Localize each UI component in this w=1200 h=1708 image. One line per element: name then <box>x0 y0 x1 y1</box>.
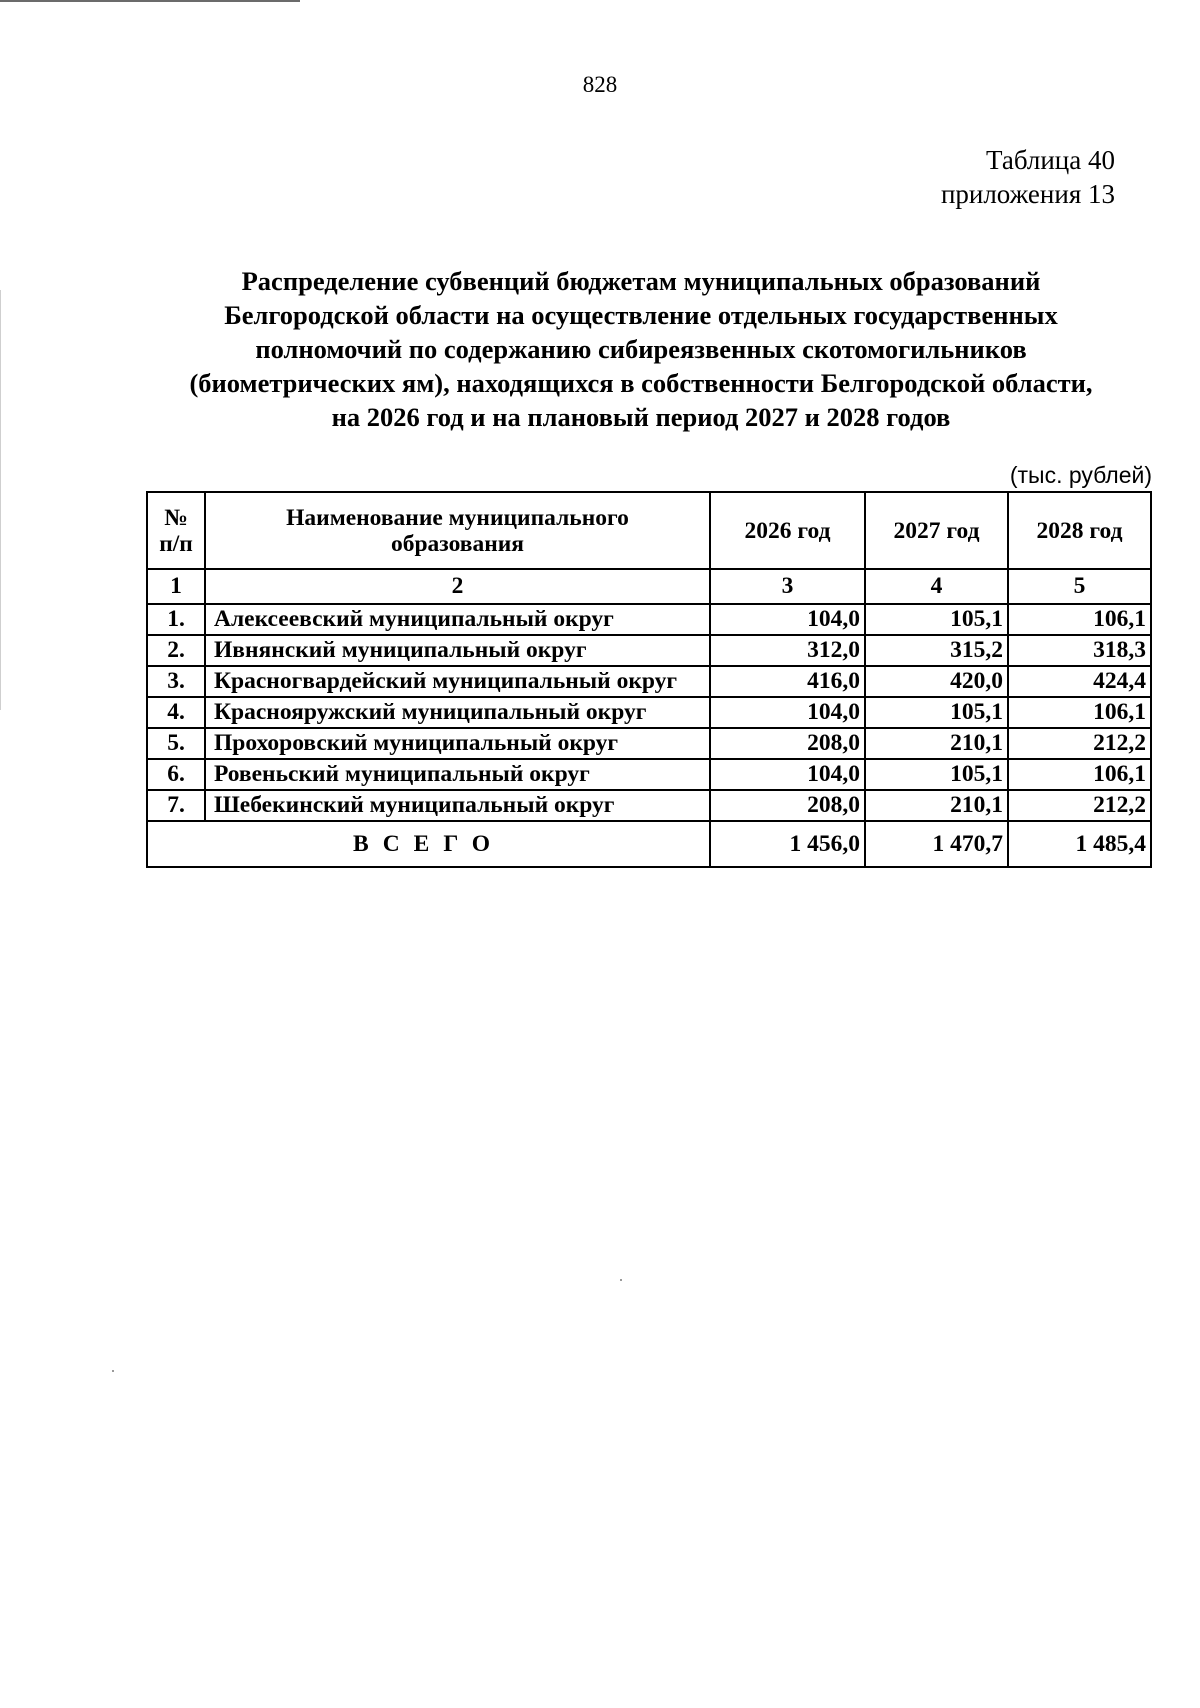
subvention-table <box>146 491 1152 868</box>
scan-speck <box>112 1370 114 1372</box>
row-number: 6. <box>147 759 205 790</box>
column-number-row <box>147 569 1151 604</box>
value-2026: 312,0 <box>710 635 865 666</box>
municipality-name: Ивнянский муниципальный округ <box>205 635 710 666</box>
value-2026: 104,0 <box>710 697 865 728</box>
value-2027: 210,1 <box>865 728 1008 759</box>
scan-top-rule <box>0 0 300 2</box>
value-2028: 424,4 <box>1008 666 1151 697</box>
value-2027: 105,1 <box>865 604 1008 635</box>
value-2028: 106,1 <box>1008 759 1151 790</box>
value-2028: 106,1 <box>1008 604 1151 635</box>
value-2026: 208,0 <box>710 728 865 759</box>
title-line: Белгородской области на осуществление отдельных государственных <box>224 300 1058 330</box>
value-2026: 104,0 <box>710 604 865 635</box>
column-number: 3 <box>710 569 865 604</box>
table-row <box>147 759 1151 790</box>
page-number: 828 <box>582 72 618 97</box>
municipality-name: Краснояружский муниципальный округ <box>205 697 710 728</box>
title-line: на 2026 год и на плановый период 2027 и 2028 годов <box>331 402 951 432</box>
table-reference-line-1: Таблица 40 <box>986 145 1115 175</box>
header-name-line-2: образования <box>390 530 525 557</box>
row-number: 1. <box>147 604 205 635</box>
table-row <box>147 728 1151 759</box>
header-name <box>205 492 710 569</box>
header-number <box>147 492 205 569</box>
value-2027: 210,1 <box>865 790 1008 821</box>
column-number: 4 <box>865 569 1008 604</box>
header-number-line-2: п/п <box>159 530 193 557</box>
column-number: 1 <box>147 569 205 604</box>
units-label: (тыс. рублей) <box>1009 462 1152 488</box>
total-2026: 1 456,0 <box>710 821 865 867</box>
title-line: полномочий по содержанию сибиреязвенных скотомогильников <box>255 334 1027 364</box>
row-number: 4. <box>147 697 205 728</box>
row-number: 7. <box>147 790 205 821</box>
row-number: 2. <box>147 635 205 666</box>
table-header-row <box>147 492 1151 569</box>
table-reference-line-2: приложения 13 <box>940 179 1115 209</box>
table-row <box>147 666 1151 697</box>
title-line: (биометрических ям), находящихся в собственности Белгородской области, <box>189 368 1093 398</box>
table-row <box>147 697 1151 728</box>
total-row <box>147 821 1151 867</box>
value-2028: 106,1 <box>1008 697 1151 728</box>
header-2026: 2026 год <box>710 492 865 569</box>
header-name-line-1: Наименование муниципального <box>286 504 629 531</box>
total-2028: 1 485,4 <box>1008 821 1151 867</box>
table-row <box>147 604 1151 635</box>
total-2027: 1 470,7 <box>865 821 1008 867</box>
municipality-name: Красногвардейский муниципальный округ <box>205 666 710 697</box>
municipality-name: Шебекинский муниципальный округ <box>205 790 710 821</box>
row-number: 3. <box>147 666 205 697</box>
value-2027: 420,0 <box>865 666 1008 697</box>
row-number: 5. <box>147 728 205 759</box>
column-number: 2 <box>205 569 710 604</box>
header-number-line-1: № <box>164 504 188 531</box>
header-2027: 2027 год <box>865 492 1008 569</box>
column-number: 5 <box>1008 569 1151 604</box>
header-2028: 2028 год <box>1008 492 1151 569</box>
value-2026: 104,0 <box>710 759 865 790</box>
value-2028: 212,2 <box>1008 790 1151 821</box>
value-2027: 105,1 <box>865 697 1008 728</box>
municipality-name: Прохоровский муниципальный округ <box>205 728 710 759</box>
table-row <box>147 635 1151 666</box>
value-2027: 105,1 <box>865 759 1008 790</box>
total-label: ВСЕГО <box>147 821 710 867</box>
value-2028: 212,2 <box>1008 728 1151 759</box>
value-2026: 416,0 <box>710 666 865 697</box>
document-title <box>140 264 1142 434</box>
municipality-name: Ровеньский муниципальный округ <box>205 759 710 790</box>
table-reference <box>941 143 1115 211</box>
title-line: Распределение субвенций бюджетам муниципальных образований <box>241 266 1041 296</box>
scan-speck <box>620 1279 622 1281</box>
value-2028: 318,3 <box>1008 635 1151 666</box>
table-row <box>147 790 1151 821</box>
municipality-name: Алексеевский муниципальный округ <box>205 604 710 635</box>
scan-edge-line <box>0 290 1 710</box>
value-2027: 315,2 <box>865 635 1008 666</box>
value-2026: 208,0 <box>710 790 865 821</box>
